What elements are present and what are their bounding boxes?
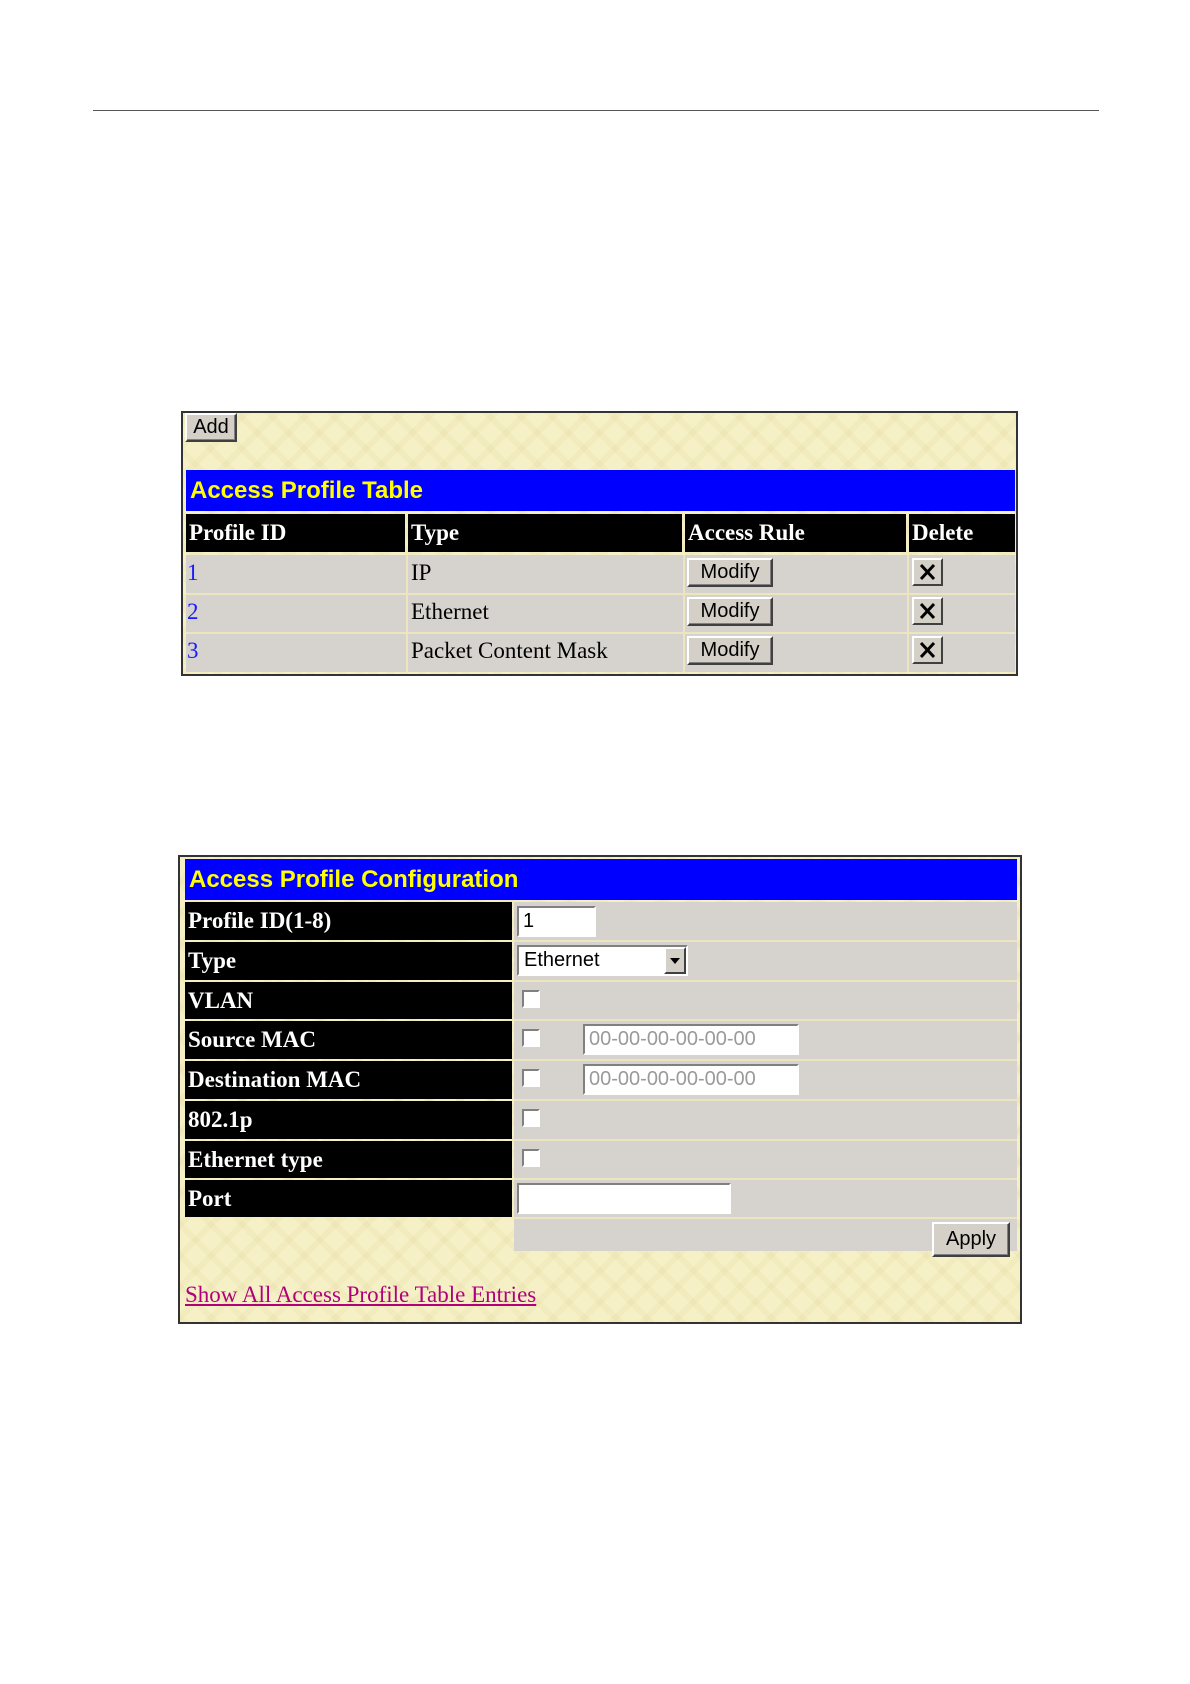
vlan-checkbox[interactable] [522, 990, 540, 1008]
access-profile-config-panel [178, 855, 1022, 1324]
profile-id-link[interactable]: 1 [187, 560, 199, 585]
access-profile-table-panel [181, 411, 1018, 676]
type-select-value: Ethernet [524, 949, 600, 971]
column-header-access-rule: Access Rule [685, 514, 906, 552]
close-x-icon [914, 638, 941, 662]
profile-id-link[interactable]: 3 [187, 638, 199, 663]
modify-button[interactable]: Modify [687, 597, 773, 626]
802-1p-checkbox[interactable] [522, 1109, 540, 1127]
column-header-delete: Delete [909, 514, 1015, 552]
row-divider [514, 1139, 1017, 1141]
delete-button[interactable] [912, 636, 943, 664]
config-title-bar [185, 859, 1017, 900]
port-input[interactable] [517, 1183, 731, 1214]
chevron-down-icon[interactable] [664, 947, 686, 974]
config-title: Access Profile Configuration [189, 865, 519, 893]
table-title: Access Profile Table [190, 476, 423, 504]
profile-id-input[interactable] [517, 906, 596, 937]
label-vlan: VLAN [185, 982, 512, 1019]
show-all-entries-link[interactable]: Show All Access Profile Table Entries [185, 1282, 537, 1307]
delete-button[interactable] [912, 558, 943, 586]
add-button[interactable]: Add [185, 413, 237, 442]
label-port: Port [185, 1180, 512, 1217]
label-destination-mac: Destination MAC [185, 1061, 512, 1099]
label-type: Type [185, 942, 512, 980]
modify-button[interactable]: Modify [687, 558, 773, 587]
row-divider [186, 632, 1015, 634]
modify-button[interactable]: Modify [687, 636, 773, 665]
col-divider [683, 555, 685, 672]
column-header-profile-id: Profile ID [186, 514, 405, 552]
destination-mac-input[interactable] [583, 1064, 799, 1095]
label-source-mac: Source MAC [185, 1021, 512, 1059]
label-profile-id: Profile ID(1-8) [185, 902, 512, 940]
source-mac-input[interactable] [583, 1024, 799, 1055]
source-mac-checkbox[interactable] [522, 1029, 540, 1047]
row-divider [514, 940, 1017, 942]
table-title-bar [186, 470, 1015, 511]
label-ethernet-type: Ethernet type [185, 1141, 512, 1178]
page-top-rule [93, 110, 1099, 111]
delete-button[interactable] [912, 597, 943, 625]
profile-type: Packet Content Mask [411, 638, 608, 663]
col-divider [907, 555, 909, 672]
destination-mac-checkbox[interactable] [522, 1069, 540, 1087]
col-divider [406, 555, 408, 672]
row-divider [514, 1099, 1017, 1101]
profile-id-link[interactable]: 2 [187, 599, 199, 624]
profile-type: Ethernet [411, 599, 489, 624]
ethernet-type-checkbox[interactable] [522, 1149, 540, 1167]
column-header-type: Type [408, 514, 682, 552]
row-divider [514, 1178, 1017, 1180]
row-divider [514, 1217, 1017, 1219]
label-802-1p: 802.1p [185, 1101, 512, 1139]
row-divider [514, 980, 1017, 982]
close-x-icon [914, 560, 941, 584]
close-x-icon [914, 599, 941, 623]
type-select[interactable] [517, 945, 688, 976]
row-divider [186, 593, 1015, 595]
apply-button[interactable]: Apply [932, 1222, 1010, 1257]
row-divider [514, 1019, 1017, 1021]
profile-type: IP [411, 560, 432, 585]
row-divider [514, 1059, 1017, 1061]
